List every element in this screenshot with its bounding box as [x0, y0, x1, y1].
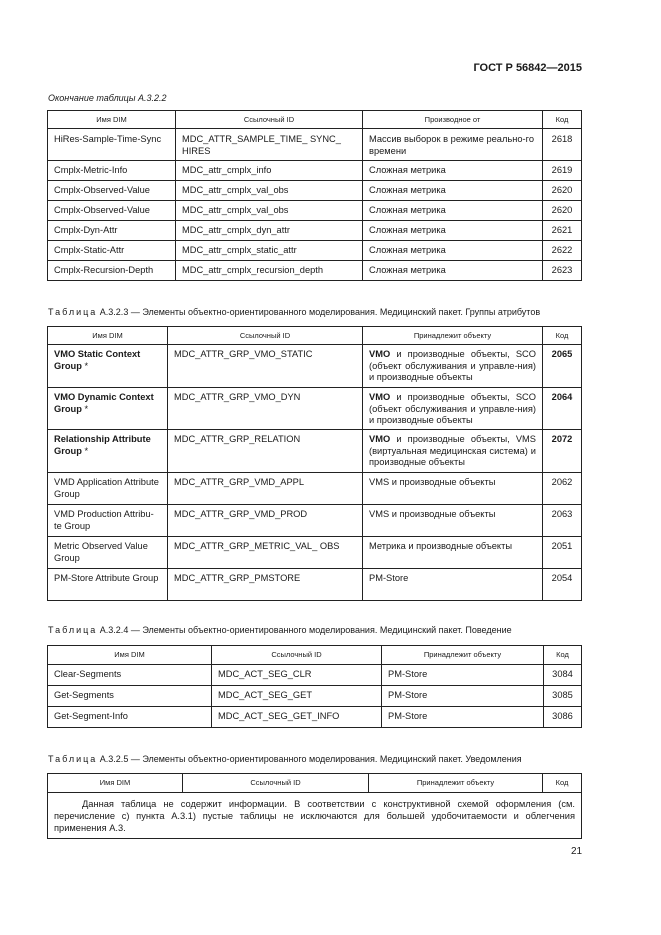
column-header: Код — [543, 774, 582, 793]
cell-ref-id: MDC_ATTR_GRP_RELATION — [168, 430, 363, 473]
cell-code: 2065 — [543, 345, 582, 388]
cell-code: 3086 — [544, 707, 582, 728]
table-note: Данная таблица не содержит информации. В соответствии с конструктивной схемой оформления (см. перечисление c) пункта А.3.1) пустые таблицы не исключаются для большей удобочитаемости и облегчения применения А.3. — [48, 793, 582, 839]
cell-code: 3085 — [544, 686, 582, 707]
table-row — [48, 201, 582, 221]
caption-text: А.3.2.5 — Элементы объектно-ориентированного моделирования. Медицинский пакет. Уведомления — [97, 754, 522, 764]
table-a324-caption — [48, 625, 512, 635]
table-row — [48, 129, 582, 161]
cell-dim-name: Cmplx-Metric-Info — [48, 161, 176, 181]
page-number: 21 — [571, 846, 583, 857]
table-row — [48, 569, 582, 601]
cell-owner: VMO и производные объекты, VMS (виртуальная медицинская система) и производные объекты — [363, 430, 543, 473]
cell-code: 2621 — [543, 221, 582, 241]
cell-dim-name: Cmplx-Observed-Value — [48, 181, 176, 201]
cell-derived-from: Сложная метрика — [363, 181, 543, 201]
cell-code: 2064 — [543, 388, 582, 430]
cell-ref-id: MDC_attr_cmplx_val_obs — [176, 201, 363, 221]
column-header: Код — [544, 646, 582, 665]
column-header: Производное от — [363, 111, 543, 129]
column-header: Принадлежит объекту — [369, 774, 543, 793]
column-header: Имя DIM — [48, 646, 212, 665]
table-row — [48, 241, 582, 261]
cell-ref-id: MDC_attr_cmplx_val_obs — [176, 181, 363, 201]
cell-code: 2063 — [543, 505, 582, 537]
cell-derived-from: Массив выборок в режиме реально-го времени — [363, 129, 543, 161]
cell-ref-id: MDC_ACT_SEG_GET — [212, 686, 382, 707]
table-row — [48, 473, 582, 505]
cell-ref-id: MDC_attr_cmplx_static_attr — [176, 241, 363, 261]
column-header: Имя DIM — [48, 111, 176, 129]
cell-derived-from: Сложная метрика — [363, 241, 543, 261]
cell-owner: PM-Store — [382, 686, 544, 707]
cell-ref-id: MDC_attr_cmplx_info — [176, 161, 363, 181]
column-header: Имя DIM — [48, 327, 168, 345]
table-row — [48, 181, 582, 201]
column-header: Код — [543, 327, 582, 345]
cell-code: 2620 — [543, 201, 582, 221]
cell-code: 2054 — [543, 569, 582, 601]
cell-dim-name: VMO Static Context Group * — [48, 345, 168, 388]
cell-ref-id: MDC_ACT_SEG_GET_INFO — [212, 707, 382, 728]
column-header: Ссылочный ID — [176, 111, 363, 129]
table-a324 — [47, 645, 582, 728]
table-row — [48, 686, 582, 707]
cell-dim-name: PM-Store Attribute Group — [48, 569, 168, 601]
cell-dim-name: Metric Observed Value Group — [48, 537, 168, 569]
table-row — [48, 505, 582, 537]
column-header: Ссылочный ID — [168, 327, 363, 345]
table-row — [48, 221, 582, 241]
table-a325-caption — [48, 754, 522, 764]
cell-owner: VMO и производные объекты, SCO (объект обслуживания и управле-ния) и производные объекты — [363, 388, 543, 430]
column-header: Ссылочный ID — [183, 774, 369, 793]
cell-dim-name: Get-Segment-Info — [48, 707, 212, 728]
table-header-row — [48, 327, 582, 345]
column-header: Принадлежит объекту — [363, 327, 543, 345]
cell-code: 2619 — [543, 161, 582, 181]
cell-ref-id: MDC_ATTR_GRP_PMSTORE — [168, 569, 363, 601]
table-a323 — [47, 326, 582, 601]
column-header: Код — [543, 111, 582, 129]
column-header: Имя DIM — [48, 774, 183, 793]
cell-ref-id: MDC_ACT_SEG_CLR — [212, 665, 382, 686]
cell-code: 2620 — [543, 181, 582, 201]
cell-ref-id: MDC_ATTR_GRP_VMD_PROD — [168, 505, 363, 537]
standard-number: ГОСТ Р 56842—2015 — [473, 62, 582, 74]
table-row — [48, 537, 582, 569]
cell-ref-id: MDC_attr_cmplx_dyn_attr — [176, 221, 363, 241]
table-row — [48, 430, 582, 473]
table-header-row — [48, 111, 582, 129]
cell-dim-name: VMD Application Attribute Group — [48, 473, 168, 505]
table-row — [48, 665, 582, 686]
cell-dim-name: Cmplx-Recursion-Depth — [48, 261, 176, 281]
table-a322-caption: Окончание таблицы А.3.2.2 — [48, 93, 167, 103]
cell-dim-name: HiRes-Sample-Time-Sync — [48, 129, 176, 161]
cell-owner: PM-Store — [382, 665, 544, 686]
table-row — [48, 261, 582, 281]
cell-code: 2623 — [543, 261, 582, 281]
cell-derived-from: Сложная метрика — [363, 201, 543, 221]
table-note-row — [48, 793, 582, 839]
cell-dim-name: Cmplx-Observed-Value — [48, 201, 176, 221]
cell-code: 3084 — [544, 665, 582, 686]
cell-dim-name: Get-Segments — [48, 686, 212, 707]
table-row — [48, 388, 582, 430]
cell-owner: VMS и производные объекты — [363, 473, 543, 505]
cell-code: 2072 — [543, 430, 582, 473]
cell-derived-from: Сложная метрика — [363, 261, 543, 281]
cell-dim-name: VMO Dynamic Context Group * — [48, 388, 168, 430]
table-row — [48, 707, 582, 728]
cell-ref-id: MDC_ATTR_GRP_VMD_APPL — [168, 473, 363, 505]
caption-text: А.3.2.3 — Элементы объектно-ориентированного моделирования. Медицинский пакет. Группы атрибутов — [97, 307, 541, 317]
cell-code: 2062 — [543, 473, 582, 505]
table-header-row — [48, 646, 582, 665]
cell-ref-id: MDC_ATTR_GRP_VMO_DYN — [168, 388, 363, 430]
cell-code: 2622 — [543, 241, 582, 261]
caption-label: Таблица — [48, 625, 98, 635]
cell-dim-name: Cmplx-Dyn-Attr — [48, 221, 176, 241]
cell-dim-name: Relationship Attribute Group * — [48, 430, 168, 473]
caption-text: А.3.2.4 — Элементы объектно-ориентированного моделирования. Медицинский пакет. Поведение — [97, 625, 512, 635]
cell-dim-name: Cmplx-Static-Attr — [48, 241, 176, 261]
cell-ref-id: MDC_ATTR_GRP_METRIC_VAL_ OBS — [168, 537, 363, 569]
cell-owner: VMS и производные объекты — [363, 505, 543, 537]
caption-label: Таблица — [48, 307, 98, 317]
cell-code: 2051 — [543, 537, 582, 569]
cell-ref-id: MDC_ATTR_GRP_VMO_STATIC — [168, 345, 363, 388]
cell-owner: Метрика и производные объекты — [363, 537, 543, 569]
cell-dim-name: VMD Production Attribu-te Group — [48, 505, 168, 537]
cell-ref-id: MDC_ATTR_SAMPLE_TIME_ SYNC_ HIRES — [176, 129, 363, 161]
cell-derived-from: Сложная метрика — [363, 161, 543, 181]
column-header: Принадлежит объекту — [382, 646, 544, 665]
table-a323-caption — [48, 307, 540, 317]
table-a322 — [47, 110, 582, 281]
table-row — [48, 345, 582, 388]
cell-dim-name: Clear-Segments — [48, 665, 212, 686]
cell-owner: VMO и производные объекты, SCO (объект обслуживания и управле-ния) и производные объекты — [363, 345, 543, 388]
cell-owner: PM-Store — [382, 707, 544, 728]
table-row — [48, 161, 582, 181]
caption-label: Таблица — [48, 754, 98, 764]
cell-ref-id: MDC_attr_cmplx_recursion_depth — [176, 261, 363, 281]
cell-code: 2618 — [543, 129, 582, 161]
column-header: Ссылочный ID — [212, 646, 382, 665]
cell-derived-from: Сложная метрика — [363, 221, 543, 241]
cell-owner: PM-Store — [363, 569, 543, 601]
table-a325 — [47, 773, 582, 839]
table-header-row — [48, 774, 582, 793]
